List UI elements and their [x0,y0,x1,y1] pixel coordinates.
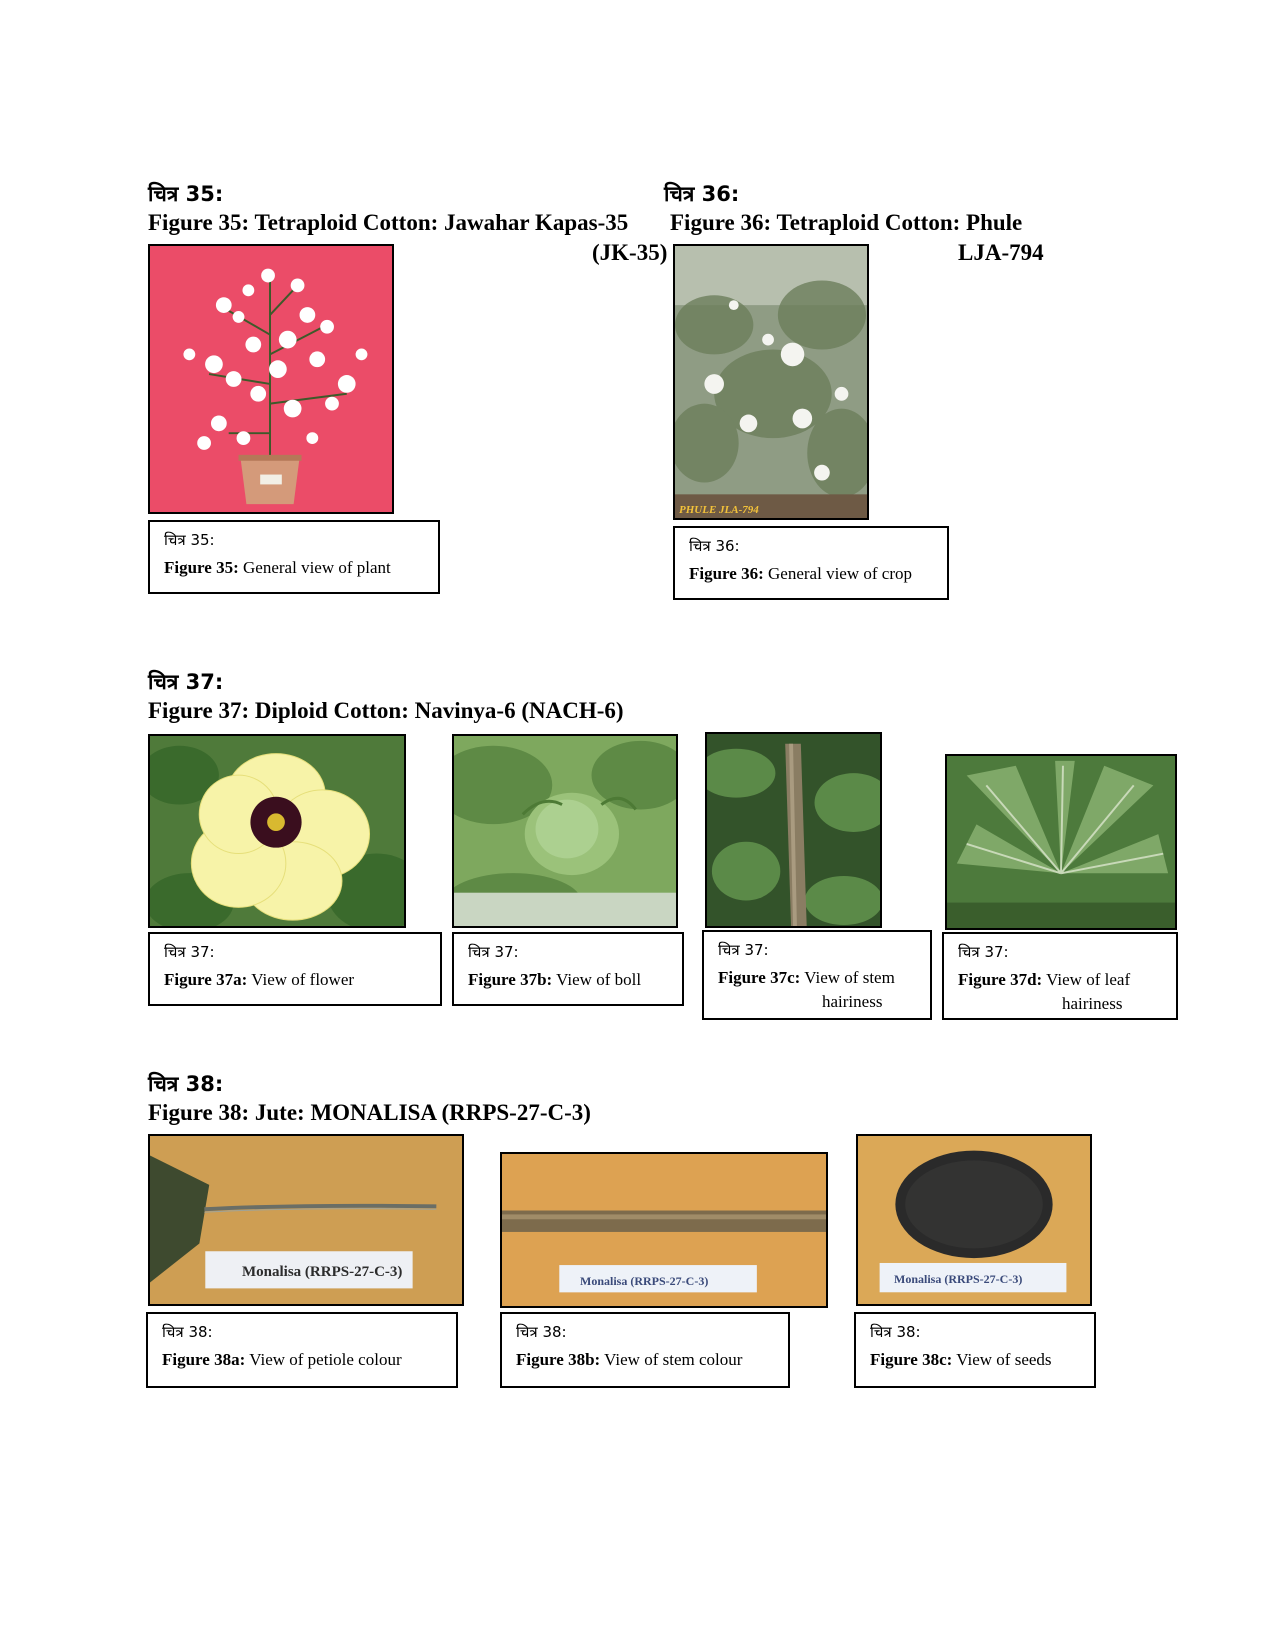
fig38-hindi-heading: चित्र 38: [148,1072,224,1096]
fig37d-caption [958,970,1130,990]
fig37d-caption-hindi: चित्र 37: [958,943,1009,961]
fig37c-caption [718,968,895,988]
fig37b-caption-label: Figure 37b: [468,970,553,989]
fig37d-leaf-photo [945,754,1177,930]
fig36-caption-label: Figure 36: [689,564,764,583]
fig35-caption-hindi: चित्र 35: [164,531,215,549]
fig38a-caption-hindi: चित्र 38: [162,1323,213,1341]
fig37b-caption-box [452,932,684,1006]
fig38b-stem-photo [500,1152,828,1308]
fig38c-photo-label: Monalisa (RRPS-27-C-3) [894,1272,1023,1286]
fig36-caption-box [673,526,949,600]
fig35-title: Figure 35: Tetraploid Cotton: Jawahar Kapas-35 [148,210,629,235]
fig35-title-line2: (JK-35) [592,240,668,265]
fig38c-caption-label: Figure 38c: [870,1350,953,1369]
fig36-title-line2: LJA-794 [958,240,1044,265]
fig37-title: Figure 37: Diploid Cotton: Navinya-6 (NACH-6) [148,698,624,723]
fig38c-seeds-photo [856,1134,1092,1306]
fig37a-caption [164,970,354,990]
fig37c-caption-box [702,930,932,1020]
fig38c-caption-box [854,1312,1096,1388]
fig38a-caption [162,1350,402,1370]
fig36-caption-text: General view of crop [763,564,912,583]
fig38c-caption-text: View of seeds [952,1350,1052,1369]
fig37b-boll-photo [452,734,678,928]
fig36-caption [689,564,912,584]
fig38b-caption-text: View of stem colour [600,1350,743,1369]
fig37c-caption-text: View of stem [800,968,895,987]
fig38a-petiole-photo [148,1134,464,1306]
fig38a-caption-label: Figure 38a: [162,1350,246,1369]
fig35-caption [164,558,391,578]
fig36-hindi-heading: चित्र 36: [664,182,740,206]
fig38c-caption [870,1350,1052,1370]
fig37a-caption-hindi: चित्र 37: [164,943,215,961]
fig35-hindi-heading: चित्र 35: [148,182,224,206]
fig37d-caption-label: Figure 37d: [958,970,1043,989]
fig38a-caption-text: View of petiole colour [245,1350,402,1369]
fig37c-caption-hindi: चित्र 37: [718,941,769,959]
fig38a-caption-box [146,1312,458,1388]
fig38b-photo-label: Monalisa (RRPS-27-C-3) [580,1274,709,1288]
fig35-caption-box [148,520,440,594]
fig37b-caption [468,970,641,990]
fig38-title: Figure 38: Jute: MONALISA (RRPS-27-C-3) [148,1100,591,1125]
fig36-crop-photo [673,244,869,520]
fig37d-caption-box [942,932,1178,1020]
fig38c-caption-hindi: चित्र 38: [870,1323,921,1341]
fig37a-flower-photo [148,734,406,928]
fig37d-caption-text: View of leaf [1042,970,1131,989]
fig36-photo-label: PHULE JLA-794 [679,504,759,516]
fig35-caption-text: General view of plant [238,558,391,577]
fig37c-caption-text2: hairiness [822,992,883,1011]
fig37a-caption-box [148,932,442,1006]
fig37b-caption-text: View of boll [552,970,642,989]
fig38b-caption-label: Figure 38b: [516,1350,601,1369]
fig37b-caption-hindi: चित्र 37: [468,943,519,961]
fig37a-caption-text: View of flower [247,970,355,989]
fig38a-photo-label: Monalisa (RRPS-27-C-3) [242,1264,403,1280]
fig37c-caption-label: Figure 37c: [718,968,801,987]
fig36-title: Figure 36: Tetraploid Cotton: Phule [670,210,1023,235]
fig35-plant-photo [148,244,394,514]
fig35-caption-label: Figure 35: [164,558,239,577]
fig37-hindi-heading: चित्र 37: [148,670,224,694]
fig37d-caption-text2: hairiness [1062,994,1123,1013]
fig38b-caption-hindi: चित्र 38: [516,1323,567,1341]
fig38b-caption [516,1350,742,1370]
fig37a-caption-label: Figure 37a: [164,970,248,989]
fig38b-caption-box [500,1312,790,1388]
fig37c-stem-photo [705,732,882,928]
fig36-caption-hindi: चित्र 36: [689,537,740,555]
